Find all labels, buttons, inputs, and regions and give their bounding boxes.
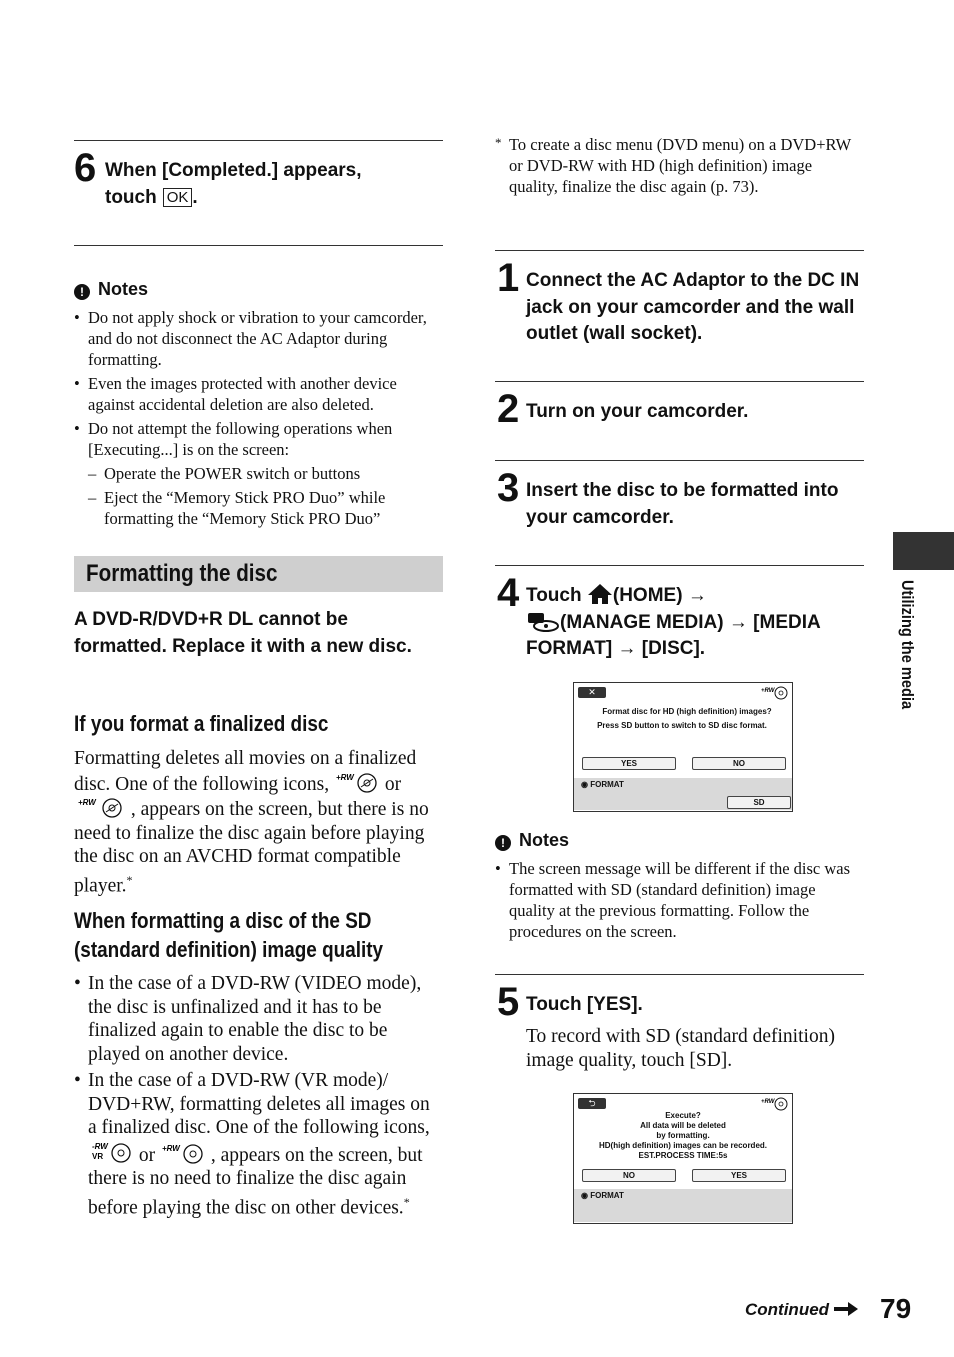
subheading-sd-line1: When formatting a disc of the SD — [74, 908, 372, 933]
screen2-line1: Execute? — [665, 1111, 701, 1120]
step-4-manage: (MANAGE MEDIA) — [560, 611, 724, 633]
camcorder-screen-format-disc — [573, 682, 793, 812]
yes-button[interactable]: YES — [692, 1169, 786, 1182]
chapter-tab-marker — [893, 532, 954, 570]
svg-text:+RW: +RW — [761, 688, 775, 694]
notes-sublist — [88, 463, 436, 529]
footnote-text: To create a disc menu (DVD menu) on a DVD+RW or DVD-RW with HD (high definition) image quality, finalize the disc again (p. 73). — [509, 135, 851, 196]
step-6-end: . — [192, 186, 198, 208]
subheading-sd-quality — [74, 906, 383, 964]
list-item: – Operate the POWER switch or buttons — [88, 463, 436, 484]
screen2-format-label — [581, 1191, 624, 1201]
subheading-finalized: If you format a finalized disc — [74, 711, 329, 736]
step-4-disc: [DISC]. — [641, 638, 706, 659]
screen2-line3: by formatting. — [656, 1131, 710, 1140]
yes-button[interactable]: YES — [582, 757, 676, 770]
step-5-paragraph: To record with SD (standard definition) image quality, touch [SD]. — [526, 1026, 835, 1071]
notes-label-right: Notes — [519, 830, 570, 850]
bullet2-part-a: In the case of a DVD-RW (VR mode)/ DVD+RW, formatting deletes all images on a finalized disc. One of the following icons, — [88, 1070, 430, 1138]
notes-icon: ! — [495, 835, 511, 851]
screen2-line4: HD(high definition) images can be recorded. — [598, 1141, 768, 1150]
ok-button-glyph: OK — [163, 188, 193, 207]
subheading-sd-line2: (standard definition) image quality — [74, 937, 384, 962]
step-6-text — [105, 158, 445, 211]
step-4-text — [526, 583, 866, 663]
list-item: • Even the images protected with another device against accidental deletion are also deleted. — [74, 373, 436, 415]
return-button[interactable]: ⮌ — [578, 1098, 606, 1109]
step-1-text: Connect the AC Adaptor to the DC IN jack on your camcorder and the wall outlet (wall socket). — [526, 270, 860, 344]
rule-step6-bottom — [74, 245, 443, 246]
list-item: – Eject the “Memory Stick PRO Duo” while formatting the “Memory Stick PRO Duo” — [88, 487, 436, 529]
svg-text:+RW: +RW — [761, 1099, 775, 1105]
step-3-text: Insert the disc to be formatted into your camcorder. — [526, 480, 839, 528]
rule-step2-top — [495, 381, 864, 382]
disc-icon: ◉ — [581, 780, 588, 789]
side-tab-text: Utilizing the media — [898, 580, 917, 710]
step-6-number: 6 — [74, 146, 97, 190]
bullet2-or: or — [138, 1144, 156, 1166]
continued-text: Continued — [745, 1300, 830, 1319]
screen1-format-label — [581, 780, 624, 790]
step-6-line2: touch — [105, 186, 157, 208]
no-button[interactable]: NO — [692, 757, 786, 770]
rule-step3-top — [495, 460, 864, 461]
note-3-text: Do not attempt the following operations when [Executing...] is on the screen: — [88, 419, 393, 459]
step-2-text: Turn on your camcorder. — [526, 401, 749, 422]
step-4-touch: Touch — [526, 585, 582, 606]
bullet2-part-b: , appears on the screen, but there is no need to finalize the disc again before playing the disc on other devices. — [88, 1144, 423, 1218]
svg-text:VR: VR — [92, 1151, 104, 1161]
step-4-number: 4 — [497, 571, 520, 615]
arrow-right-icon — [834, 1302, 858, 1316]
section-title: Formatting the disc — [86, 560, 278, 587]
screen1-message-1: Format disc for HD (high definition) images? — [602, 707, 772, 716]
rw-vr-disc-icon — [88, 1140, 134, 1164]
list-item: • In the case of a DVD-RW (VIDEO mode), the disc is unfinalized and it has to be finalized again to enable the disc to be played on another device. — [74, 972, 442, 1066]
list-item — [74, 418, 436, 529]
rule-step4-top — [495, 565, 864, 566]
rule-step1-top — [495, 250, 864, 251]
plus-rw-disc-icon — [761, 1096, 789, 1112]
sd-button[interactable]: SD — [727, 796, 791, 809]
format-text: FORMAT — [590, 1191, 624, 1200]
step-6-line1: When [Completed.] appears, — [105, 160, 362, 181]
step-5-number: 5 — [497, 980, 520, 1024]
para1-part-b: , appears on the screen, but there is no need to finalize the disc again before playing the disc on an AVCHD format compatible player. — [74, 799, 429, 896]
para1-part-a: Formatting deletes all movies on a finalized disc. One of the following icons, — [74, 748, 417, 795]
disc-icon: ◉ — [581, 1191, 588, 1200]
screen2-line2: All data will be deleted — [640, 1121, 726, 1130]
notes-label-left: Notes — [98, 279, 149, 299]
screen2-message — [574, 1111, 792, 1161]
notes-heading-left — [74, 278, 148, 300]
step-2-number: 2 — [497, 387, 520, 431]
paragraph-finalized — [74, 747, 444, 898]
notes-list-left — [74, 307, 436, 532]
list-item — [74, 1069, 442, 1220]
list-item: • The screen message will be different if the disc was formatted with SD (standard definition) image quality at the previous formatting. Follow the procedures on the screen. — [495, 858, 865, 942]
no-button[interactable]: NO — [582, 1169, 676, 1182]
step-3-number: 3 — [497, 466, 520, 510]
notes-heading-right — [495, 829, 569, 851]
para1-or: or — [384, 773, 402, 795]
close-button[interactable]: ✕ — [578, 687, 606, 698]
step-4-home: (HOME) — [612, 585, 683, 606]
svg-text:-RW: -RW — [92, 1141, 108, 1151]
rule-step5-top — [495, 974, 864, 975]
format-text: FORMAT — [590, 780, 624, 789]
screen2-line5: EST.PROCESS TIME:5s — [638, 1151, 728, 1160]
plus-rw-disc-icon — [160, 1142, 206, 1164]
lead-text: A DVD-R/DVD+R DL cannot be formatted. Replace it with a new disc. — [74, 609, 412, 657]
notes-icon: ! — [74, 284, 90, 300]
section-heading-bar — [74, 556, 443, 592]
step-5-text: Touch [YES]. — [526, 994, 643, 1015]
footnote-marker: * — [403, 1194, 410, 1209]
list-item: • Do not apply shock or vibration to your camcorder, and do not disconnect the AC Adaptor during formatting. — [74, 307, 436, 370]
footnote — [495, 134, 865, 197]
side-tab-label — [896, 580, 922, 750]
home-icon — [587, 583, 613, 605]
footnote-marker: * — [126, 872, 133, 887]
plus-rw-hd-disc-icon — [334, 771, 380, 793]
page-number: 79 — [880, 1293, 912, 1324]
arrow-icon: → — [617, 638, 637, 659]
step-4-media-format: [MEDIA FORMAT] — [526, 611, 821, 659]
arrow-icon: → — [687, 585, 707, 606]
plus-rw-disc-icon — [761, 685, 789, 701]
screen1-message-2: Press SD button to switch to SD disc format. — [597, 721, 767, 730]
svg-text:+RW: +RW — [162, 1143, 180, 1153]
rule-top-left — [74, 140, 443, 141]
footnote-star: * — [495, 135, 502, 150]
svg-text:+RW: +RW — [78, 798, 96, 807]
manage-media-icon — [526, 611, 560, 633]
arrow-icon: → — [728, 611, 748, 633]
camcorder-screen-execute — [573, 1093, 793, 1224]
step-1-number: 1 — [497, 256, 520, 300]
plus-rw-disc-icon — [74, 796, 126, 818]
sd-quality-list — [74, 972, 442, 1223]
notes-list-right — [495, 858, 865, 945]
svg-text:+RW: +RW — [335, 772, 354, 782]
continued-label — [745, 1300, 858, 1320]
